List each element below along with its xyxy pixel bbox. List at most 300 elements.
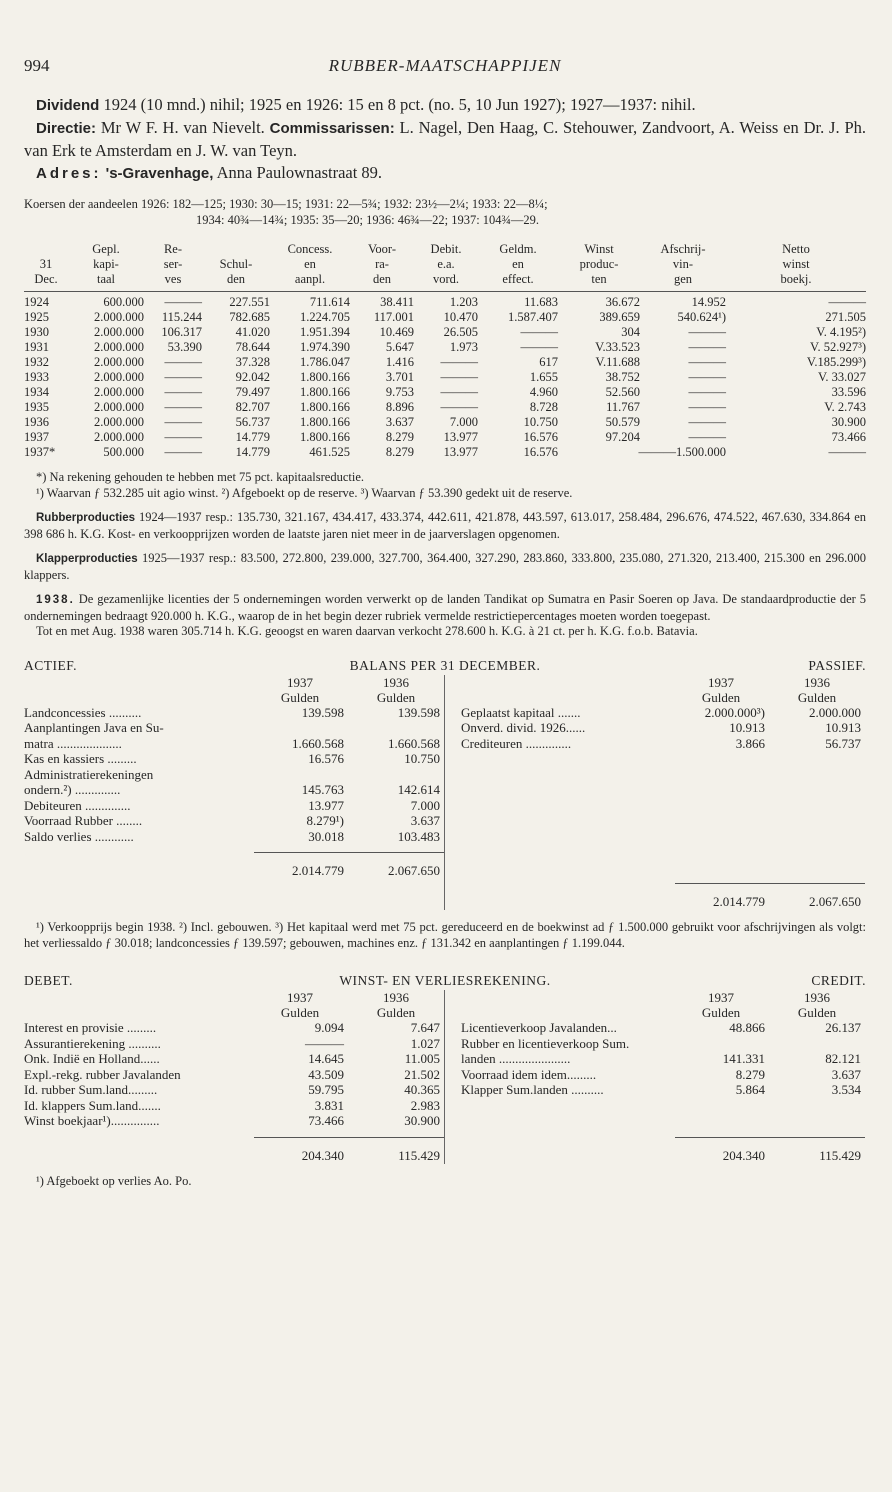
account-value-1937: 8.279 [735, 1066, 765, 1082]
table-cell: 1.974.390 [300, 340, 350, 354]
pl-right-title: CREDIT. [811, 973, 866, 988]
table-cell: 38.752 [605, 370, 640, 384]
year-1938-text: De gezamenlijke licenties der 5 ondernemingen worden verwerkt op de landen Tandikat op Sumatra en Pasir Soeren op Java. De standaardproductie der 5 ondernemingen bedraagt 920.000 h. K.G., waarop de in het begin dezer rubriek vermelde restrictiepercentages moeten worden toegepast. [24, 592, 866, 623]
table-row [24, 310, 866, 325]
column-header: Geldm. en effect. [499, 242, 537, 286]
table-cell: ——— [440, 385, 478, 399]
table-cell: 1.800.166 [300, 400, 350, 414]
table-cell: 16.576 [523, 445, 558, 459]
table-cell: 10.470 [443, 310, 478, 324]
adres-city: 's-Gravenhage, [105, 165, 214, 182]
column-header: Schul- den [219, 257, 253, 286]
account-label: Assurantierekening .......... [24, 1035, 161, 1051]
table-cell: 1.224.705 [300, 310, 350, 324]
account-value-1937: 1.660.568 [292, 735, 344, 751]
table-cell: 92.042 [235, 370, 270, 384]
share-prices-line-2: 1934: 40¾—14¾; 1935: 35—20; 1936: 46¾—22; 1937: 104¾—29. [196, 212, 540, 227]
commissarissen-text: L. Nagel, Den Haag, C. Stehouwer, Zandvoort, A. Weiss en Dr. J. Ph. van Erk te Amsterdam en J. W. van Teyn. [24, 118, 866, 160]
account-row [445, 1020, 865, 1036]
table-cell: 271.505 [825, 310, 866, 324]
account-label: Id. rubber Sum.land......... [24, 1082, 158, 1097]
table-cell: ——— [520, 340, 558, 354]
pl-center-title: WINST- EN VERLIESREKENING. [339, 973, 551, 988]
total-rule [254, 852, 444, 853]
account-value-1936: 26.137 [825, 1020, 861, 1035]
table-cell: 38.411 [350, 292, 414, 311]
table-cell: 14.779 [235, 445, 270, 459]
table-cell: 1931 [24, 340, 49, 354]
table-cell: ——— [688, 415, 726, 429]
table-cell: V.33.523 [595, 340, 640, 354]
passief-total [445, 894, 865, 910]
table-cell: ——— [440, 355, 478, 369]
account-value-1937: 16.576 [308, 751, 344, 766]
table-cell: 53.390 [167, 340, 202, 354]
table-cell: 117.001 [373, 310, 414, 324]
table-cell: 1925 [24, 310, 49, 324]
account-row [445, 1051, 865, 1067]
account-value-1937 [252, 720, 348, 736]
table-row [24, 385, 866, 400]
unit-label: Gulden [701, 689, 741, 705]
account-value-1936: 3.637 [831, 1066, 861, 1082]
table-cell: 8.279 [385, 445, 414, 459]
account-value-1936 [769, 1036, 865, 1052]
year-1936: 1936 [383, 674, 409, 690]
table-cell: 2.000.000 [94, 385, 144, 399]
account-label: Voorraad idem idem......... [461, 1066, 597, 1082]
dividend-text: 1924 (10 mnd.) nihil; 1925 en 1926: 15 en 8 pct. (no. 5, 10 Jun 1927); 1927—1937: nihil. [99, 95, 696, 114]
account-row [445, 736, 865, 752]
unit-label: Gulden [376, 689, 416, 705]
table-cell: ——— [164, 415, 202, 429]
account-label: Crediteuren .............. [461, 735, 572, 751]
year-1937: 1937 [708, 674, 734, 690]
table-cell: 11.683 [478, 292, 558, 311]
table-row [24, 415, 866, 430]
account-value-1937: 8.279¹) [306, 813, 344, 828]
balance-title-row [24, 658, 866, 675]
account-value-1937: 10.913 [729, 720, 765, 735]
column-header: Afschrij- vin- gen [660, 242, 706, 286]
passief-unit-header [445, 690, 865, 705]
account-value-1937: 9.094 [314, 1020, 344, 1035]
adres-label: Adres: [36, 165, 102, 182]
table-cell: 1.416 [385, 355, 414, 369]
actief-total [24, 863, 444, 879]
table-cell: 1930 [24, 325, 49, 339]
year-1937: 1937 [287, 990, 313, 1005]
debet-total [24, 1148, 444, 1164]
account-label: Onverd. divid. 1926...... [461, 720, 586, 735]
account-value-1937: 3.866 [735, 735, 765, 751]
table-notes [24, 470, 866, 501]
table-row [24, 292, 866, 311]
total-1936: 115.429 [398, 1147, 440, 1163]
account-value-1936 [348, 720, 444, 736]
account-value-1937: 30.018 [308, 828, 344, 844]
balance-center-title: BALANS PER 31 DECEMBER. [349, 657, 541, 673]
account-label: Saldo verlies ............ [24, 828, 134, 844]
account-label: Id. klappers Sum.land....... [24, 1097, 161, 1113]
table-cell: 37.328 [235, 355, 270, 369]
total-1937: 204.340 [301, 1147, 344, 1163]
year-1937: 1937 [708, 990, 734, 1005]
share-prices-line-1: Koersen der aandeelen 1926: 182—125; 1930: 30—15; 1931: 22—5¾; 1932: 23½—2¼; 1933: 22—8¼; [24, 197, 548, 211]
column-header: Netto winst boekj. [780, 242, 812, 286]
table-cell: 79.497 [235, 385, 270, 399]
table-cell: 227.551 [202, 292, 270, 311]
table-cell: 711.614 [270, 292, 350, 311]
table-cell: 1.800.166 [300, 430, 350, 444]
debet-unit-header [24, 1005, 444, 1020]
directie-text: Mr W F. H. van Nievelt. [96, 118, 270, 137]
account-row [24, 1113, 444, 1129]
table-cell: 10.750 [523, 415, 558, 429]
table-cell: 1937 [24, 430, 49, 444]
table-row [24, 430, 866, 445]
account-row [445, 720, 865, 736]
account-row [24, 813, 444, 829]
table-cell: 1937* [24, 445, 56, 459]
table-cell: ——— [440, 400, 478, 414]
table-cell: 2.000.000 [94, 340, 144, 354]
table-cell: 2.000.000 [94, 430, 144, 444]
credit-total [445, 1148, 865, 1164]
account-value-1936: 30.900 [404, 1113, 440, 1128]
account-value-1936: 2.000.000 [809, 704, 861, 720]
total-1937: 2.014.779 [713, 894, 765, 909]
dividend-label: Dividend [36, 97, 100, 114]
account-row [24, 782, 444, 798]
table-cell: 1.203 [414, 292, 478, 311]
copra-production-label: Klapperproducties [36, 553, 138, 565]
note-numbered: ¹) Waarvan ƒ 532.285 uit agio winst. ²) Afgeboekt op de reserve. ³) Waarvan ƒ 53.390 gedekt uit de reserve. [36, 485, 573, 500]
table-cell: 389.659 [599, 310, 640, 324]
account-label: Expl.-rekg. rubber Javalanden [24, 1066, 181, 1082]
pl-debet [24, 990, 445, 1164]
note-star: *) Na rekening gehouden te hebben met 75 pct. kapitaalsreductie. [36, 470, 365, 484]
account-row [445, 1036, 865, 1052]
account-row [24, 705, 444, 721]
page-header [24, 56, 866, 86]
account-row [24, 720, 444, 736]
table-row [24, 370, 866, 385]
table-cell: 2.000.000 [94, 310, 144, 324]
account-value-1936: 7.000 [410, 797, 440, 813]
table-cell: 33.596 [831, 385, 866, 399]
account-value-1936: 10.750 [404, 751, 440, 766]
account-value-1937: 14.645 [308, 1051, 344, 1066]
table-cell: 1933 [24, 370, 49, 384]
account-row [24, 798, 444, 814]
table-cell: 10.469 [379, 325, 414, 339]
commissarissen-label: Commissarissen: [269, 120, 395, 137]
table-row [24, 355, 866, 370]
table-cell: 30.900 [831, 415, 866, 429]
account-value-1937 [252, 767, 348, 783]
table-cell: 14.952 [640, 292, 726, 311]
table-cell: ——— [688, 355, 726, 369]
table-cell: 13.977 [443, 445, 478, 459]
table-cell: 11.767 [606, 400, 640, 414]
account-value-1937: 139.598 [301, 704, 344, 720]
account-value-1936: 11.005 [404, 1051, 440, 1066]
dividend-paragraph [24, 94, 866, 117]
table-cell: 461.525 [309, 445, 350, 459]
table-header [24, 242, 866, 292]
table-cell: 1.587.407 [508, 310, 558, 324]
account-value-1937 [673, 1036, 769, 1052]
table-cell: 78.644 [235, 340, 270, 354]
balance-passief [445, 675, 865, 911]
page [24, 56, 866, 1189]
account-value-1936: 3.637 [410, 813, 440, 828]
account-label: Debiteuren .............. [24, 797, 131, 813]
account-value-1936: 1.660.568 [388, 735, 440, 751]
credit-unit-header [445, 1005, 865, 1020]
account-value-1936: 21.502 [404, 1066, 440, 1082]
account-value-1936: 142.614 [397, 782, 440, 797]
column-header: Concess. en aanpl. [287, 242, 333, 286]
table-cell: 9.753 [385, 385, 414, 399]
profit-loss-account [24, 973, 866, 1189]
account-value-1936: 2.983 [410, 1097, 440, 1113]
account-value-1937: 3.831 [314, 1097, 344, 1113]
table-cell: 1932 [24, 355, 49, 369]
adres-paragraph [24, 162, 866, 185]
balance-footnote: ¹) Verkoopprijs begin 1938. ²) Incl. gebouwen. ³) Het kapitaal werd met 75 pct. gereduceerd en de boekwinst ad ƒ 1.500.000 gebruikt voor afschrijvingen als volgt: het verliessaldo ƒ 30.018; landconcessies ƒ 139.597; gebouwen, machines enz. ƒ 131.342 en aanplantingen ƒ 1.199.044. [24, 920, 866, 950]
table-cell: 4.960 [529, 385, 558, 399]
table-cell: ——— [520, 325, 558, 339]
table-cell: 600.000 [68, 292, 144, 311]
account-row [24, 1051, 444, 1067]
account-value-1936: 82.121 [825, 1051, 861, 1066]
balance-actief [24, 675, 445, 911]
account-label: Klapper Sum.landen .......... [461, 1082, 604, 1097]
adres-text: Anna Paulownastraat 89. [213, 163, 383, 182]
table-cell: ——— [726, 292, 866, 311]
account-value-1936: 3.534 [831, 1082, 861, 1097]
account-label: Rubber en licentieverkoop Sum. [461, 1035, 630, 1051]
year-1938-paragraph [24, 592, 866, 624]
table-cell: 304 [621, 325, 640, 339]
total-1937: 204.340 [722, 1147, 765, 1163]
account-value-1937: ——— [305, 1035, 344, 1051]
pl-left-title: DEBET. [24, 973, 73, 988]
running-title: RUBBER-MAATSCHAPPIJEN [328, 56, 562, 75]
table-cell: V. 4.195²) [816, 325, 866, 339]
pl-credit [445, 990, 865, 1164]
year-1936: 1936 [804, 990, 830, 1005]
table-cell: ——— [828, 445, 866, 459]
account-value-1937: 13.977 [308, 797, 344, 813]
account-value-1937: 48.866 [729, 1020, 765, 1035]
table-cell: V.185.299³) [806, 355, 866, 369]
table-cell: ——— [164, 445, 202, 459]
table-cell: 36.672 [558, 292, 640, 311]
account-row [445, 1067, 865, 1083]
directie-paragraph [24, 117, 866, 162]
account-row [24, 736, 444, 752]
table-cell: V. 52.927³) [810, 340, 866, 354]
table-cell: 1936 [24, 415, 49, 429]
passief-year-header [445, 675, 865, 690]
rubber-production-text: 1924—1937 resp.: 135.730, 321.167, 434.417, 433.374, 442.611, 421.878, 443.597, 613.017, 258.484, 296.676, 474.522, 467.630, 334.864 en 398 686 h. K.G. Kost- en verkoopprijzen worden de laatste jaren niet meer in de jaarverslagen opgenomen. [24, 510, 866, 541]
table-cell: 3.637 [385, 415, 414, 429]
account-row [445, 705, 865, 721]
year-1936: 1936 [383, 990, 409, 1005]
table-cell: 56.737 [235, 415, 270, 429]
pl-footnote: ¹) Afgeboekt op verlies Ao. Po. [36, 1173, 192, 1188]
account-label: Kas en kassiers ......... [24, 751, 137, 766]
table-cell: 3.701 [385, 370, 414, 384]
table-cell: ——— [688, 385, 726, 399]
account-value-1936: 40.365 [404, 1082, 440, 1097]
account-row [24, 767, 444, 783]
account-value-1936: 139.598 [397, 704, 440, 720]
table-cell: 8.896 [385, 400, 414, 414]
table-cell: V. 2.743 [824, 400, 866, 414]
table-cell: 1.800.166 [300, 370, 350, 384]
table-cell: ——— [688, 430, 726, 444]
table-cell: ——— [164, 355, 202, 369]
year-1938-section [24, 592, 866, 640]
directie-label: Directie: [36, 120, 97, 137]
table-cell: ——— [688, 370, 726, 384]
column-header: 31 Dec. [34, 257, 58, 286]
balance-left-title: ACTIEF. [24, 657, 78, 673]
account-label: Licentieverkoop Javalanden... [461, 1020, 617, 1035]
table-cell: 26.505 [443, 325, 478, 339]
table-cell: V.11.688 [595, 355, 640, 369]
account-label: Onk. Indië en Holland...... [24, 1051, 160, 1066]
table-cell: ——— [164, 370, 202, 384]
rubber-production [24, 510, 866, 542]
account-label: Winst boekjaar¹)............... [24, 1113, 160, 1128]
table-cell: ——— [144, 292, 202, 311]
table-cell: 16.576 [523, 430, 558, 444]
table-cell: ——— [164, 430, 202, 444]
account-label: ondern.²) .............. [24, 782, 121, 797]
account-label: landen ...................... [461, 1051, 571, 1066]
table-cell: 2.000.000 [94, 325, 144, 339]
balance-right-title: PASSIEF. [808, 657, 866, 673]
column-header: Debit. e.a. vord. [430, 242, 462, 286]
account-label: Geplaatst kapitaal ....... [461, 704, 581, 720]
table-cell: 115.244 [161, 310, 202, 324]
table-cell: 1.655 [529, 370, 558, 384]
table-cell: ——— [688, 400, 726, 414]
table-cell: 50.579 [605, 415, 640, 429]
table-cell: 5.647 [385, 340, 414, 354]
table-cell: 8.728 [529, 400, 558, 414]
actief-year-header [24, 675, 444, 690]
financial-history-table [24, 242, 866, 460]
share-prices [24, 197, 866, 228]
table-cell: ——— [440, 370, 478, 384]
column-header: Winst produc- ten [579, 242, 619, 286]
table-cell: 1.973 [449, 340, 478, 354]
unit-label: Gulden [280, 689, 320, 705]
table-cell: 1934 [24, 385, 49, 399]
table-cell: 1935 [24, 400, 49, 414]
account-label: Aanplantingen Java en Su- [24, 720, 164, 735]
column-header: Voor- ra- den [368, 242, 396, 286]
page-number: 994 [24, 56, 50, 75]
account-value-1937: 73.466 [308, 1113, 344, 1128]
total-1936: 2.067.650 [809, 894, 861, 909]
account-value-1936 [348, 767, 444, 783]
unit-label: Gulden [797, 689, 837, 705]
table-cell: 1.800.166 [300, 385, 350, 399]
table-cell: 2.000.000 [94, 355, 144, 369]
table-cell: 13.977 [443, 430, 478, 444]
table-cell: 97.204 [605, 430, 640, 444]
total-rule [675, 1137, 865, 1138]
total-1937: 2.014.779 [292, 863, 344, 878]
year-1937: 1937 [287, 674, 313, 690]
table-cell: V. 33.027 [817, 370, 866, 384]
table-cell: 1.951.394 [300, 325, 350, 339]
year-1936: 1936 [804, 674, 830, 690]
table-cell: 2.000.000 [94, 370, 144, 384]
debet-year-header [24, 990, 444, 1005]
pl-title-row [24, 973, 866, 990]
table-cell: 1.786.047 [300, 355, 350, 369]
account-row [24, 1036, 444, 1052]
year-1938-label: 1938. [36, 594, 75, 606]
actief-unit-header [24, 690, 444, 705]
table-cell: 617 [539, 355, 558, 369]
total-rule [254, 1137, 444, 1138]
account-row [24, 1082, 444, 1098]
table-cell: 106.317 [161, 325, 202, 339]
table-row [24, 400, 866, 415]
unit-label: Gulden [376, 1005, 416, 1020]
table-cell: 8.279 [385, 430, 414, 444]
year-1938-text-2: Tot en met Aug. 1938 waren 305.714 h. K.G. geoogst en waren daarvan verkocht 278.600 h. K.G. à 21 ct. per h. K.G. f.o.b. Batavia. [36, 624, 698, 638]
account-value-1937: 2.000.000³) [704, 704, 765, 720]
table-cell: 52.560 [605, 385, 640, 399]
account-row [24, 829, 444, 845]
account-value-1936: 10.913 [825, 720, 861, 735]
table-cell: 41.020 [235, 325, 270, 339]
account-value-1937: 145.763 [301, 782, 344, 797]
account-value-1937: 5.864 [735, 1082, 765, 1097]
table-cell: 73.466 [831, 430, 866, 444]
account-value-1937: 43.509 [308, 1066, 344, 1082]
account-row [24, 1098, 444, 1114]
table-cell: ——— [164, 400, 202, 414]
unit-label: Gulden [280, 1005, 320, 1020]
balance-sheet [24, 658, 866, 952]
account-value-1936: 1.027 [410, 1035, 440, 1051]
account-label: Voorraad Rubber ........ [24, 813, 143, 828]
table-cell: 1924 [24, 292, 68, 311]
unit-label: Gulden [797, 1005, 837, 1020]
table-row [24, 340, 866, 355]
table-cell: 540.624¹) [677, 310, 726, 324]
account-value-1936: 7.647 [410, 1020, 440, 1035]
table-cell: 82.707 [235, 400, 270, 414]
unit-label: Gulden [701, 1005, 741, 1020]
total-1936: 2.067.650 [388, 863, 440, 878]
account-value-1936: 103.483 [397, 828, 440, 844]
column-header: Gepl. kapi- taal [92, 242, 120, 286]
total-1936: 115.429 [819, 1147, 861, 1163]
account-label: Administratierekeningen [24, 766, 154, 782]
